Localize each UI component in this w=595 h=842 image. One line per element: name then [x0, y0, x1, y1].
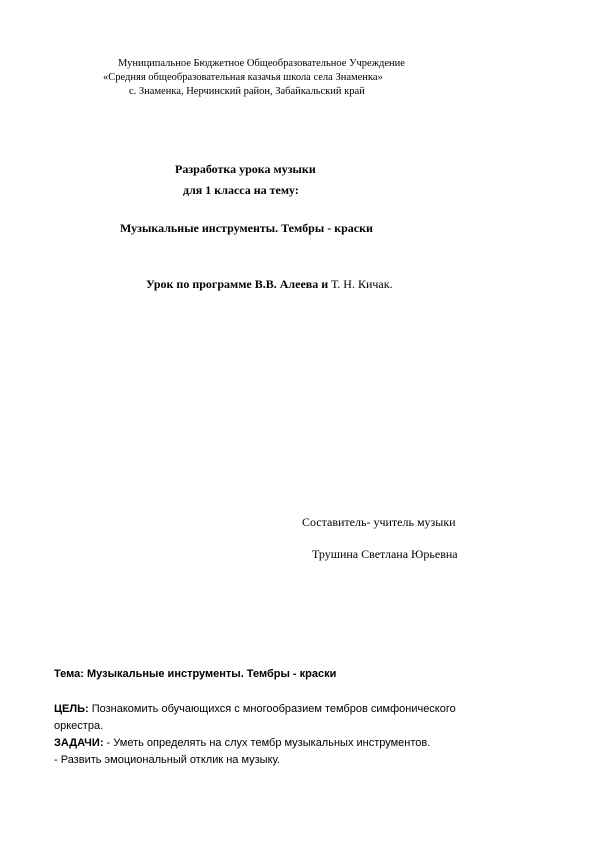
program-bold: Урок по программе В.В. Алеева и: [146, 277, 332, 291]
goal-label: ЦЕЛЬ:: [54, 703, 89, 715]
title-line-3: Музыкальные инструменты. Тембры - краски: [120, 221, 373, 235]
goal-text: Познакомить обучающихся с многообразием тембров симфонического: [88, 703, 456, 715]
author-role: Составитель- учитель музыки: [302, 515, 456, 529]
tasks-label: ЗАДАЧИ:: [54, 737, 104, 749]
author-name: Трушина Светлана Юрьевна: [312, 547, 458, 561]
lesson-topic: Тема: Музыкальные инструменты. Тембры - краски: [54, 668, 337, 680]
title-line-1: Разработка урока музыки: [175, 162, 316, 176]
lesson-goal: [54, 704, 456, 715]
school-type-line: «Средняя общеобразовательная казачья школа села Знаменка»: [103, 72, 383, 83]
school-name-line: Муниципальное Бюджетное Общеобразовательное Учреждение: [118, 58, 405, 69]
goal-text-continued: оркестра.: [54, 720, 104, 732]
title-line-2: для 1 класса на тему:: [183, 183, 299, 197]
program-line: [146, 278, 393, 290]
tasks-text-continued: - Развить эмоциональный отклик на музыку.: [54, 754, 280, 766]
school-address-line: с. Знаменка, Нерчинский район, Забайкальский край: [129, 86, 365, 97]
lesson-tasks: [54, 738, 430, 749]
program-authors: Т. Н. Кичак.: [331, 277, 393, 291]
tasks-text: - Уметь определять на слух тембр музыкальных инструментов.: [103, 737, 431, 749]
